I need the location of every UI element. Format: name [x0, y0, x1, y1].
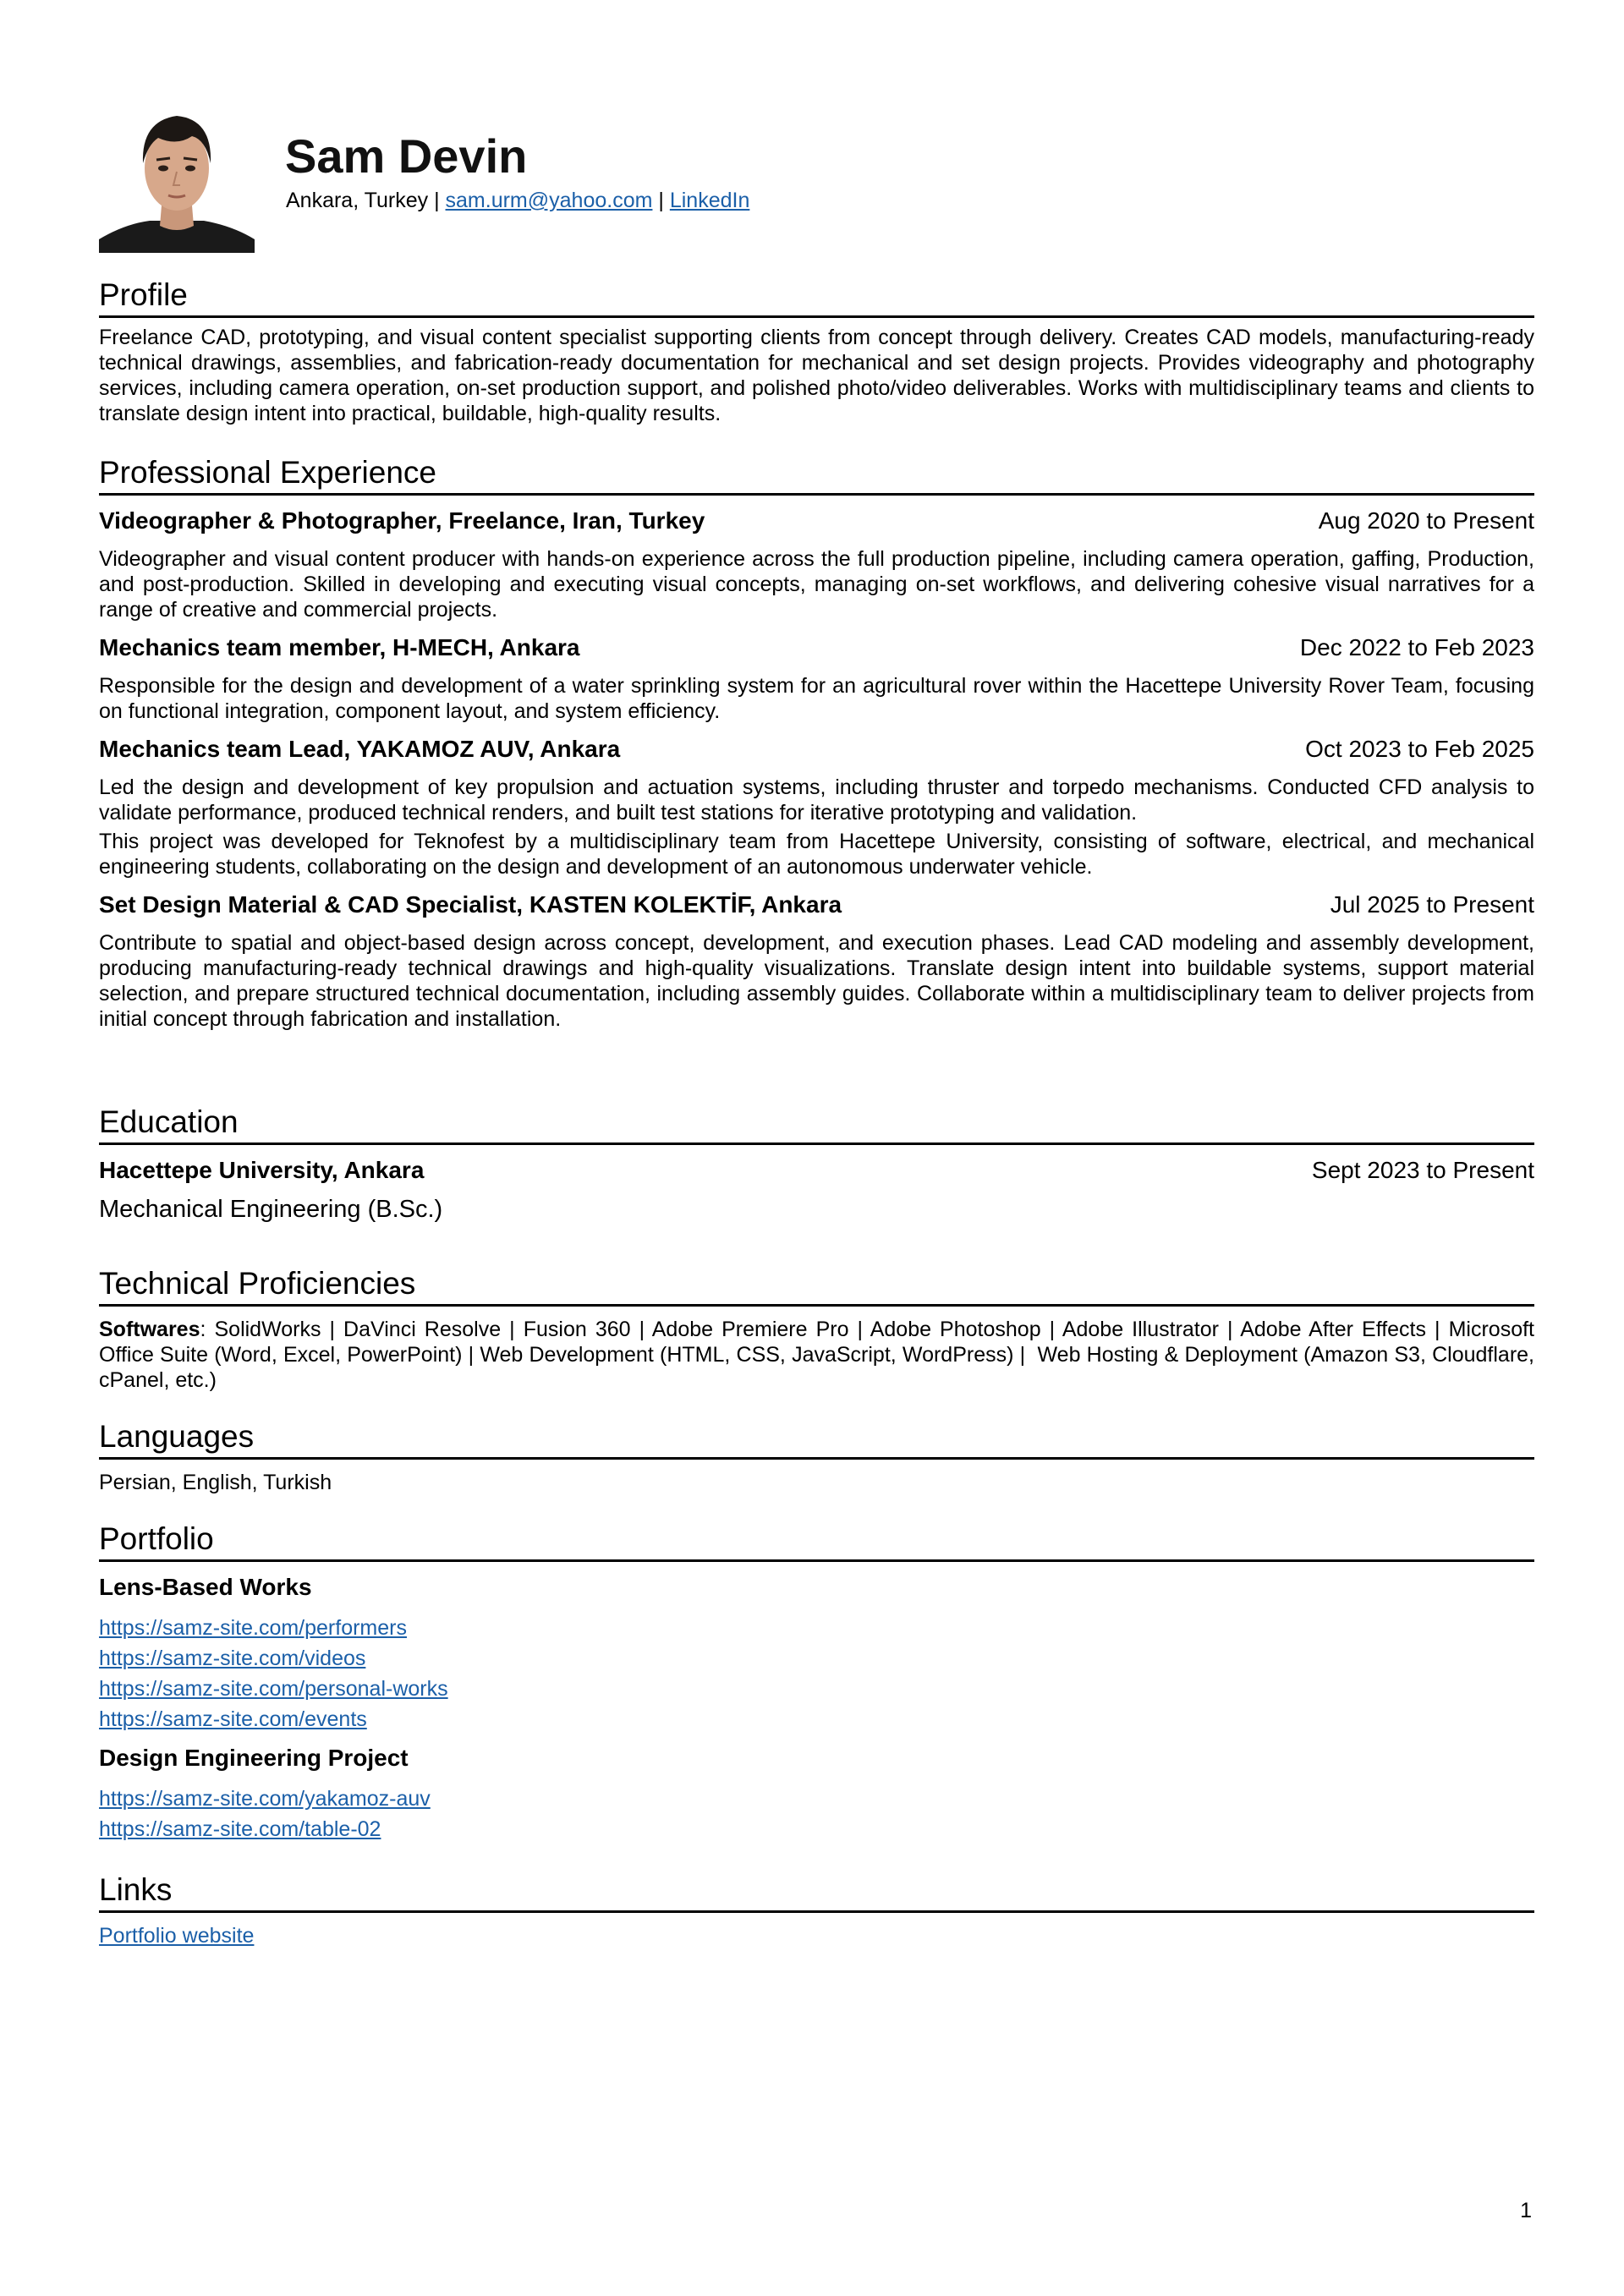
portfolio-group-title: Lens-Based Works — [99, 1574, 312, 1600]
education-date: Sept 2023 to Present — [1311, 1157, 1534, 1183]
profile-section — [99, 279, 1534, 426]
section-title-profile: Profile — [99, 279, 1534, 318]
portfolio-link[interactable]: https://samz-site.com/performers — [99, 1616, 407, 1640]
education-section — [99, 1106, 1534, 1224]
languages-section — [99, 1421, 1534, 1495]
job-title: Videographer & Photographer, Freelance, Iran, Turkey — [99, 507, 705, 534]
section-title-languages: Languages — [99, 1421, 1534, 1460]
portfolio-section — [99, 1523, 1534, 1844]
portfolio-link[interactable]: https://samz-site.com/videos — [99, 1647, 366, 1670]
experience-item — [99, 507, 1534, 622]
technical-section — [99, 1266, 1540, 1393]
portfolio-link-list — [99, 1613, 1534, 1734]
section-title-technical: Technical Proficiencies — [99, 1268, 1534, 1307]
email-link[interactable]: sam.urm@yahoo.com — [445, 189, 653, 212]
portfolio-link[interactable]: https://samz-site.com/events — [99, 1707, 367, 1731]
linkedin-link[interactable]: LinkedIn — [669, 189, 750, 212]
section-title-links: Links — [99, 1874, 1534, 1913]
portfolio-link[interactable]: https://samz-site.com/yakamoz-auv — [99, 1787, 431, 1811]
portrait-image — [99, 97, 255, 253]
job-description: Led the design and development of key propulsion and actuation systems, including thruster and torpedo mechanisms. Conducted CFD analysis to validate performance, produced technical renders, and built test stations for iterative prototyping and validation. — [99, 775, 1534, 825]
location: Ankara, Turkey — [286, 189, 429, 212]
profile-photo — [99, 97, 255, 253]
header — [99, 97, 1534, 254]
degree: Mechanical Engineering (B.Sc.) — [99, 1196, 443, 1223]
job-description: Videographer and visual content producer with hands-on experience across the full production pipeline, including camera operation, gaffing, Production, and post-production. Skilled in developing and executing visual concepts, managing on-set workflows, and delivering cohesive visual narratives for a range of creative and commercial projects. — [99, 547, 1534, 622]
experience-item — [99, 891, 1534, 1032]
job-date: Aug 2020 to Present — [1318, 507, 1534, 534]
portfolio-link[interactable]: https://samz-site.com/table-02 — [99, 1817, 381, 1841]
contact-line — [286, 189, 749, 213]
software-text: : SolidWorks | DaVinci Resolve | Fusion 360 | Adobe Premiere Pro | Adobe Photoshop | Adobe Illustrator | Adobe After Effects | Microsoft Office Suite (Word, Excel, PowerPoint) | Web Development (HTML, CSS, JavaScript, WordPress) | Web Hosting & Deployment (Amazon S3, Cloudflare, cPanel, etc.) — [99, 1318, 1540, 1392]
section-title-portfolio: Portfolio — [99, 1523, 1534, 1562]
job-date: Jul 2025 to Present — [1330, 891, 1534, 918]
languages-text: Persian, English, Turkish — [99, 1471, 332, 1494]
job-description: This project was developed for Teknofest by a multidisciplinary team from Hacettepe University, consisting of software, electrical, and mechanical engineering students, collaborating on the design and development of an autonomous underwater vehicle. — [99, 830, 1534, 879]
section-title-experience: Professional Experience — [99, 457, 1534, 496]
links-section — [99, 1874, 1534, 1948]
portfolio-group-title: Design Engineering Project — [99, 1745, 409, 1771]
job-description: Responsible for the design and development of a water sprinkling system for an agricultural rover within the Hacettepe University Rover Team, focusing on functional integration, component layout, and system efficiency. — [99, 674, 1534, 723]
school-name: Hacettepe University, Ankara — [99, 1157, 425, 1183]
section-title-education: Education — [99, 1106, 1534, 1145]
software-list — [99, 1317, 1540, 1393]
portfolio-link-list — [99, 1784, 1534, 1844]
separator: | — [652, 189, 670, 212]
job-title: Mechanics team Lead, YAKAMOZ AUV, Ankara — [99, 736, 621, 762]
software-label: Softwares — [99, 1318, 200, 1341]
experience-item — [99, 634, 1534, 724]
job-description: Contribute to spatial and object-based design across concept, development, and execution phases. Lead CAD modeling and assembly development, producing manufacturing-ready technical drawings and high-quality visualizations. Translate design intent into buildable systems, support material selection, and prepare structured technical documentation, including assembly guides. Collaborate within a multidisciplinary team to deliver projects from initial concept through fabrication and installation. — [99, 931, 1534, 1031]
job-title: Set Design Material & CAD Specialist, KASTEN KOLEKTİF, Ankara — [99, 891, 842, 918]
portfolio-link[interactable]: https://samz-site.com/personal-works — [99, 1677, 448, 1701]
portfolio-website-link[interactable]: Portfolio website — [99, 1924, 255, 1948]
candidate-name: Sam Devin — [285, 129, 528, 183]
separator: | — [428, 189, 446, 212]
profile-text: Freelance CAD, prototyping, and visual content specialist supporting clients from concept through delivery. Creates CAD models, manufacturing-ready technical drawings, assemblies, and fabrication-ready documentation for mechanical and set design projects. Provides videography and photography services, including camera operation, on-set production support, and polished photo/video deliverables. Works with multidisciplinary teams and clients to translate design intent into practical, buildable, high-quality results. — [99, 326, 1534, 425]
page-number: 1 — [1520, 2199, 1532, 2222]
job-date: Oct 2023 to Feb 2025 — [1305, 736, 1534, 762]
job-date: Dec 2022 to Feb 2023 — [1299, 634, 1534, 660]
job-title: Mechanics team member, H-MECH, Ankara — [99, 634, 580, 660]
experience-item — [99, 736, 1534, 879]
experience-section — [99, 457, 1534, 1032]
